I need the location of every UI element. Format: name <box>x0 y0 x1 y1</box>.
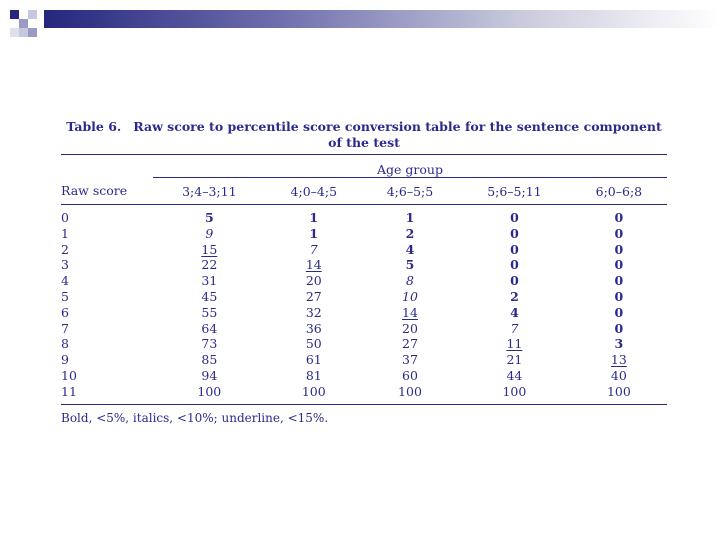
percentile-value: 85 <box>201 352 218 368</box>
percentile-value: 13 <box>610 352 627 368</box>
percentile-value: 100 <box>502 383 527 399</box>
percentile-cell <box>458 321 571 337</box>
percentile-cell <box>153 305 266 321</box>
percentile-value: 73 <box>201 336 218 352</box>
header-square-3 <box>28 10 37 19</box>
raw-score-cell: 7 <box>61 320 69 336</box>
percentile-value: 61 <box>305 352 322 368</box>
percentile-cell <box>362 352 458 368</box>
raw-score-cell: 10 <box>61 367 77 383</box>
table-row <box>61 321 667 337</box>
percentile-cell <box>153 257 266 273</box>
percentile-cell <box>458 368 571 384</box>
percentile-value: 1 <box>309 210 319 225</box>
percentile-cell <box>362 289 458 305</box>
column-header-age-group: 4;0–4;5 <box>290 183 338 199</box>
percentile-value: 45 <box>201 288 218 304</box>
percentile-cell <box>458 257 571 273</box>
percentile-value: 14 <box>402 304 418 320</box>
percentile-cell <box>153 226 266 242</box>
table-body <box>61 205 667 405</box>
raw-score-cell: 9 <box>61 352 69 368</box>
percentile-value: 27 <box>402 336 418 352</box>
table-label: Table 6. <box>66 119 122 134</box>
percentile-value: 94 <box>201 367 218 383</box>
percentile-cell <box>362 305 458 321</box>
column-header-row <box>61 178 667 205</box>
percentile-cell <box>153 384 266 404</box>
percentile-cell <box>571 242 667 258</box>
percentile-value: 0 <box>614 210 624 225</box>
corner-cell <box>61 155 153 178</box>
header-square-4 <box>19 28 28 37</box>
percentile-value: 40 <box>610 367 627 383</box>
percentile-value: 0 <box>614 241 624 257</box>
age-group-header: Age group <box>153 155 667 178</box>
percentile-cell <box>458 242 571 258</box>
table-row <box>61 384 667 404</box>
percentile-cell <box>458 289 571 305</box>
percentile-value: 81 <box>305 367 322 383</box>
percentile-cell <box>571 352 667 368</box>
raw-score-cell: 0 <box>61 210 69 225</box>
percentile-value: 0 <box>510 241 519 257</box>
table-row <box>61 242 667 258</box>
percentile-value: 5 <box>405 257 415 273</box>
percentile-cell <box>362 384 458 404</box>
percentile-value: 60 <box>402 367 418 383</box>
percentile-value: 4 <box>405 241 415 257</box>
percentile-cell <box>571 336 667 352</box>
percentile-cell <box>362 336 458 352</box>
percentile-cell <box>571 226 667 242</box>
percentile-cell <box>362 321 458 337</box>
percentile-cell <box>362 273 458 289</box>
percentile-value: 0 <box>614 225 624 241</box>
percentile-cell <box>362 368 458 384</box>
percentile-cell <box>458 305 571 321</box>
percentile-cell <box>266 205 362 226</box>
percentile-value: 100 <box>398 383 422 399</box>
percentile-value: 0 <box>614 273 624 289</box>
percentile-value: 0 <box>510 210 519 225</box>
percentile-cell <box>266 384 362 404</box>
percentile-value: 27 <box>305 288 322 304</box>
percentile-value: 11 <box>506 336 523 352</box>
raw-score-cell: 8 <box>61 336 69 352</box>
percentile-value: 0 <box>510 225 519 241</box>
conversion-table <box>61 155 667 405</box>
table-figure <box>61 119 667 425</box>
percentile-value: 0 <box>614 304 624 320</box>
percentile-value: 20 <box>402 320 418 336</box>
percentile-value: 50 <box>305 336 322 352</box>
header-square-5 <box>28 28 37 37</box>
percentile-cell <box>571 368 667 384</box>
percentile-value: 100 <box>301 383 326 399</box>
column-header-age-group: 5;6–5;11 <box>487 183 542 199</box>
header-square-2 <box>19 19 28 28</box>
raw-score-header: Raw score <box>61 183 128 199</box>
percentile-cell <box>571 257 667 273</box>
table-row <box>61 336 667 352</box>
table-row <box>61 352 667 368</box>
percentile-value: 22 <box>201 257 218 273</box>
percentile-cell <box>458 273 571 289</box>
percentile-cell <box>153 336 266 352</box>
column-header-age-group: 4;6–5;5 <box>386 183 434 199</box>
percentile-value: 64 <box>201 320 218 336</box>
percentile-cell <box>458 226 571 242</box>
percentile-cell <box>362 257 458 273</box>
percentile-value: 4 <box>510 304 519 320</box>
table-footnote: Bold, <5%, italics, <10%; underline, <15%. <box>61 410 329 425</box>
percentile-cell <box>266 257 362 273</box>
percentile-value: 14 <box>305 257 322 273</box>
percentile-value: 32 <box>305 304 322 320</box>
percentile-cell <box>266 242 362 258</box>
table-row <box>61 257 667 273</box>
raw-score-cell: 1 <box>61 225 69 241</box>
percentile-cell <box>266 368 362 384</box>
percentile-value: 100 <box>606 383 631 399</box>
percentile-cell <box>362 226 458 242</box>
raw-score-cell: 2 <box>61 241 69 257</box>
percentile-cell <box>266 352 362 368</box>
percentile-value: 2 <box>405 225 415 241</box>
percentile-value: 31 <box>201 273 218 289</box>
raw-score-cell: 6 <box>61 304 69 320</box>
header-gradient-bar <box>44 10 720 28</box>
percentile-cell <box>266 289 362 305</box>
percentile-value: 0 <box>614 288 624 304</box>
percentile-cell <box>458 336 571 352</box>
percentile-cell <box>153 368 266 384</box>
percentile-cell <box>153 352 266 368</box>
table-row <box>61 226 667 242</box>
percentile-value: 37 <box>402 352 418 368</box>
table-caption <box>61 119 667 154</box>
percentile-value: 10 <box>402 288 418 304</box>
percentile-value: 20 <box>305 273 322 289</box>
percentile-value: 0 <box>510 257 519 273</box>
raw-score-cell: 4 <box>61 273 69 289</box>
column-header-age-group: 3;4–3;11 <box>182 183 237 199</box>
percentile-value: 36 <box>305 320 322 336</box>
percentile-value: 9 <box>205 225 214 241</box>
percentile-value: 3 <box>614 336 624 352</box>
percentile-value: 0 <box>614 320 624 336</box>
percentile-cell <box>153 242 266 258</box>
raw-score-cell: 3 <box>61 257 69 273</box>
percentile-cell <box>571 384 667 404</box>
percentile-cell <box>153 205 266 226</box>
percentile-cell <box>153 289 266 305</box>
header-square-1 <box>10 10 19 19</box>
percentile-cell <box>362 242 458 258</box>
percentile-value: 1 <box>405 210 415 225</box>
percentile-cell <box>571 273 667 289</box>
percentile-value: 44 <box>506 367 523 383</box>
header-square-6 <box>10 28 19 37</box>
percentile-value: 1 <box>309 225 319 241</box>
percentile-cell <box>571 205 667 226</box>
percentile-cell <box>571 305 667 321</box>
raw-score-cell: 5 <box>61 288 69 304</box>
percentile-value: 8 <box>406 273 414 289</box>
percentile-cell <box>266 273 362 289</box>
percentile-value: 55 <box>201 304 218 320</box>
percentile-value: 21 <box>506 352 523 368</box>
percentile-cell <box>153 321 266 337</box>
table-row <box>61 273 667 289</box>
percentile-cell <box>458 205 571 226</box>
percentile-value: 7 <box>510 320 519 336</box>
table-row <box>61 205 667 226</box>
percentile-cell <box>458 384 571 404</box>
percentile-cell <box>153 273 266 289</box>
percentile-cell <box>266 336 362 352</box>
percentile-value: 7 <box>309 241 318 257</box>
column-header-age-group: 6;0–6;8 <box>595 183 643 199</box>
table-row <box>61 368 667 384</box>
percentile-value: 15 <box>201 241 218 257</box>
percentile-cell <box>571 321 667 337</box>
percentile-cell <box>266 321 362 337</box>
percentile-value: 100 <box>197 383 222 399</box>
table-row <box>61 289 667 305</box>
percentile-cell <box>458 352 571 368</box>
percentile-value: 5 <box>204 210 214 225</box>
percentile-cell <box>266 305 362 321</box>
table-caption-text: Raw score to percentile score conversion table for the sentence component of the test <box>133 119 662 150</box>
percentile-cell <box>266 226 362 242</box>
raw-score-cell: 11 <box>61 384 153 404</box>
table-row <box>61 305 667 321</box>
percentile-cell <box>571 289 667 305</box>
percentile-cell <box>362 205 458 226</box>
percentile-value: 0 <box>510 273 519 289</box>
percentile-value: 0 <box>614 257 624 273</box>
percentile-value: 2 <box>510 288 519 304</box>
